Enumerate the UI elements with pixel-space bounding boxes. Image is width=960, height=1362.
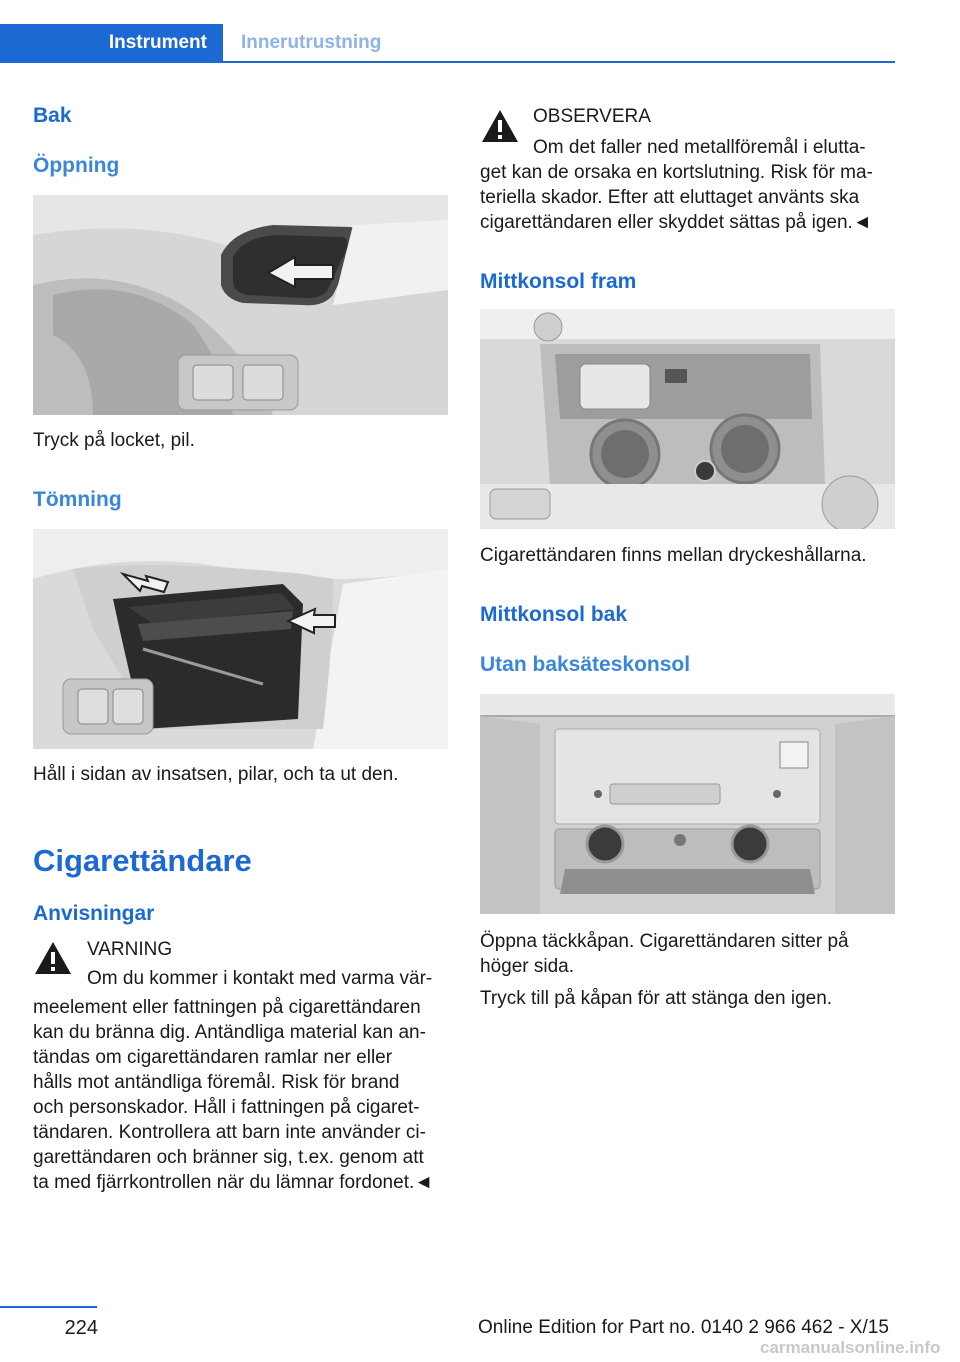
notice-line: get kan de orsaka en kortslutning. Risk för ma- [480,162,873,183]
notice-line: Om det faller ned metallföremål i elutta- [533,137,866,158]
warning-line: meelement eller fattningen på cigarettändaren [33,997,421,1018]
warning-title: VARNING [87,939,173,960]
notice-icon [480,108,520,149]
notice-line: cigarettändaren eller skyddet sättas på igen.◄ [480,212,872,233]
footer-rule [0,1306,97,1308]
tab-innerutrustning[interactable]: Innerutrustning [241,32,382,53]
watermark: carmanualsonline.info [760,1338,941,1357]
warning-line: garettändaren och bränner sig, t.ex. genom att [33,1147,424,1168]
warning-line: hålls mot antändliga föremål. Risk för brand [33,1072,400,1093]
notice-title: OBSERVERA [533,106,651,127]
caption-rear-close: Tryck till på kåpan för att stänga den igen. [480,988,833,1009]
warning-line: och personskador. Håll i fattningen på cigaret- [33,1097,420,1118]
warning-line: Om du kommer i kontakt med varma vär- [87,968,433,989]
heading-anvisningar: Anvisningar [33,902,155,925]
rear-console-photo [480,694,895,914]
header-rule [0,61,895,63]
warning-icon [33,940,73,981]
notice-line: teriella skador. Efter att eluttaget använts ska [480,187,860,208]
heading-oppning: Öppning [33,154,120,177]
front-console-photo [480,309,895,529]
warning-line: tändaren. Kontrollera att barn inte använder ci- [33,1122,426,1143]
warning-line: tändas om cigarettändaren ramlar ner eller [33,1047,393,1068]
page-number: 224 [64,1317,98,1339]
caption-empty: Håll i sidan av insatsen, pilar, och ta ut den. [33,764,399,785]
caption-rear-line: Öppna täckkåpan. Cigarettändaren sitter på [480,931,849,952]
heading-mittkonsol-fram: Mittkonsol fram [480,270,637,293]
caption-open: Tryck på locket, pil. [33,430,195,451]
heading-utan-baksateskonsol: Utan baksäteskonsol [480,653,691,676]
caption-rear-line: höger sida. [480,956,575,977]
caption-front: Cigarettändaren finns mellan dryckeshållarna. [480,545,867,566]
heading-mittkonsol-bak: Mittkonsol bak [480,603,628,626]
heading-bak: Bak [33,104,72,127]
warning-line: kan du bränna dig. Antändliga material kan an- [33,1022,426,1043]
heading-cigarettandare: Cigarettändare [33,843,252,878]
ashtray-remove-photo [33,529,448,749]
heading-tomning: Tömning [33,488,122,511]
edition-info: Online Edition for Part no. 0140 2 966 462 - X/15 [478,1317,889,1338]
ashtray-open-photo [33,195,448,415]
warning-line: ta med fjärrkontrollen när du lämnar fordonet.◄ [33,1172,434,1193]
tab-instrument[interactable]: Instrument [0,24,223,62]
